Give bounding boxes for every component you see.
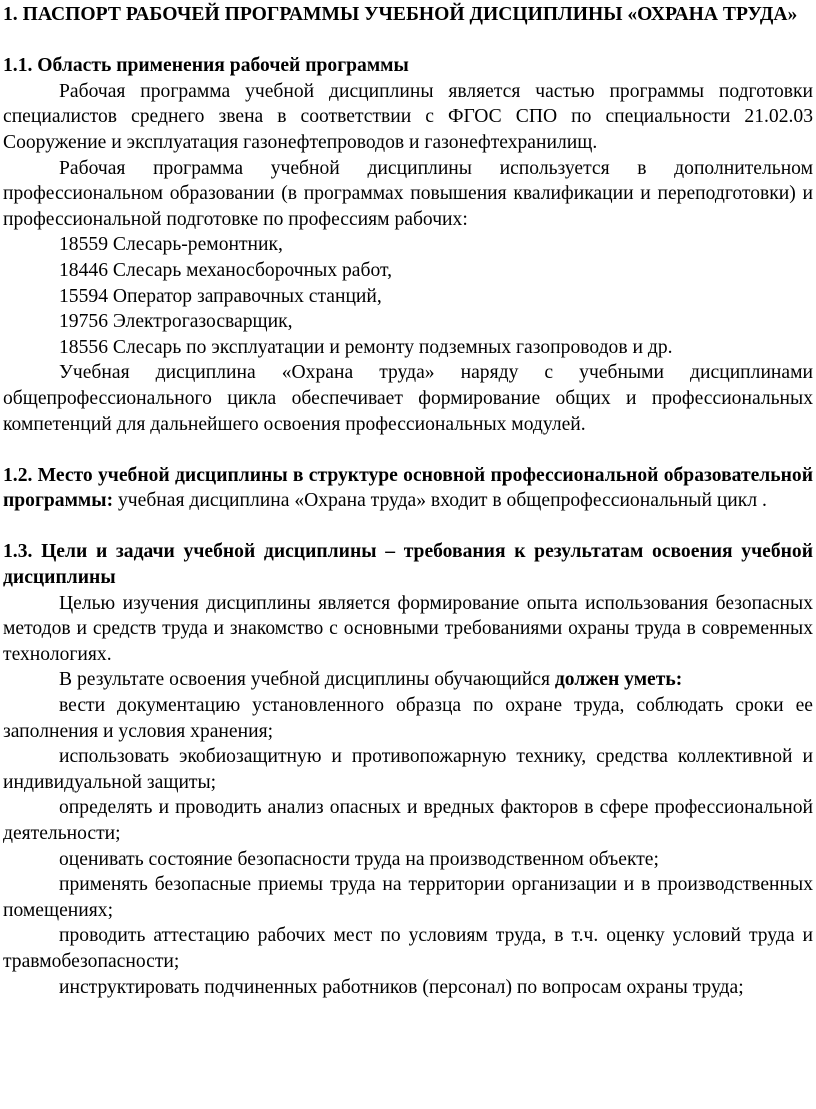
skill-item: вести документацию установленного образца по охране труда, соблюдать сроки ее заполнения и условия хранения; xyxy=(3,695,813,742)
section-1-1-heading: 1.1. Область применения рабочей программы xyxy=(3,55,409,77)
skill-item: применять безопасные приемы труда на территории организации и в производственных помещениях; xyxy=(3,874,813,921)
spacer xyxy=(3,437,813,463)
section-1-1-paragraph-1: Рабочая программа учебной дисциплины является частью программы подготовки специалистов среднего звена в соответствии с ФГОС СПО по специальности 21.02.03 Сооружение и эксплуатация газонефтепроводов и газонефтехранилищ. xyxy=(3,80,813,153)
section-1-1-paragraph-2: Рабочая программа учебной дисциплины используется в дополнительном профессиональном образовании (в программах повышения квалификации и переподготовки) и профессиональной подготовке по профессиям рабочих: xyxy=(3,157,813,230)
profession-item: 18559 Слесарь-ремонтник, xyxy=(59,234,283,256)
section-1-2-paragraph xyxy=(3,463,813,514)
spacer xyxy=(3,28,813,54)
skill-item: использовать экобиозащитную и противопожарную технику, средства коллективной и индивидуальной защиты; xyxy=(3,746,813,793)
document-page xyxy=(3,2,813,1000)
spacer xyxy=(3,514,813,540)
skill-item: определять и проводить анализ опасных и вредных факторов в сфере профессиональной деятельности; xyxy=(3,797,813,844)
result-lead-bold: должен уметь: xyxy=(554,669,683,691)
section-1-3-result-lead xyxy=(3,667,813,693)
section-1-2-text: учебная дисциплина «Охрана труда» входит в общепрофессиональный цикл . xyxy=(113,490,767,512)
profession-item: 18446 Слесарь механосборочных работ, xyxy=(59,259,392,281)
skill-item: проводить аттестацию рабочих мест по условиям труда, в т.ч. оценку условий труда и травмобезопасности; xyxy=(3,925,813,972)
document-title: 1. ПАСПОРТ РАБОЧЕЙ ПРОГРАММЫ УЧЕБНОЙ ДИСЦИПЛИНЫ «ОХРАНА ТРУДА» xyxy=(3,4,798,25)
result-lead-text: В результате освоения учебной дисциплины обучающийся xyxy=(59,669,555,691)
section-1-2-heading: 1.2. Место учебной дисциплины в структуре основной профессиональной образовательной программы: xyxy=(3,464,813,512)
skill-item: инструктировать подчиненных работников (персонал) по вопросам охраны труда; xyxy=(59,976,744,998)
section-1-3-heading: 1.3. Цели и задачи учебной дисциплины – требования к результатам освоения учебной дисциплины xyxy=(3,541,813,589)
profession-item: 19756 Электрогазосварщик, xyxy=(59,311,293,333)
skill-item: оценивать состояние безопасности труда на производственном объекте; xyxy=(59,848,659,870)
section-1-1-paragraph-3: Учебная дисциплина «Охрана труда» наряду с учебными дисциплинами общепрофессионального цикла обеспечивает формирование общих и профессиональных компетенций для дальнейшего освоения профессиональных модулей. xyxy=(3,362,813,435)
profession-item: 18556 Слесарь по эксплуатации и ремонту подземных газопроводов и др. xyxy=(59,336,673,358)
section-1-3-paragraph-1: Целью изучения дисциплины является формирование опыта использования безопасных методов и средств труда и знакомство с основными требованиями охраны труда в современных технологиях. xyxy=(3,592,813,665)
profession-item: 15594 Оператор заправочных станций, xyxy=(59,285,382,307)
